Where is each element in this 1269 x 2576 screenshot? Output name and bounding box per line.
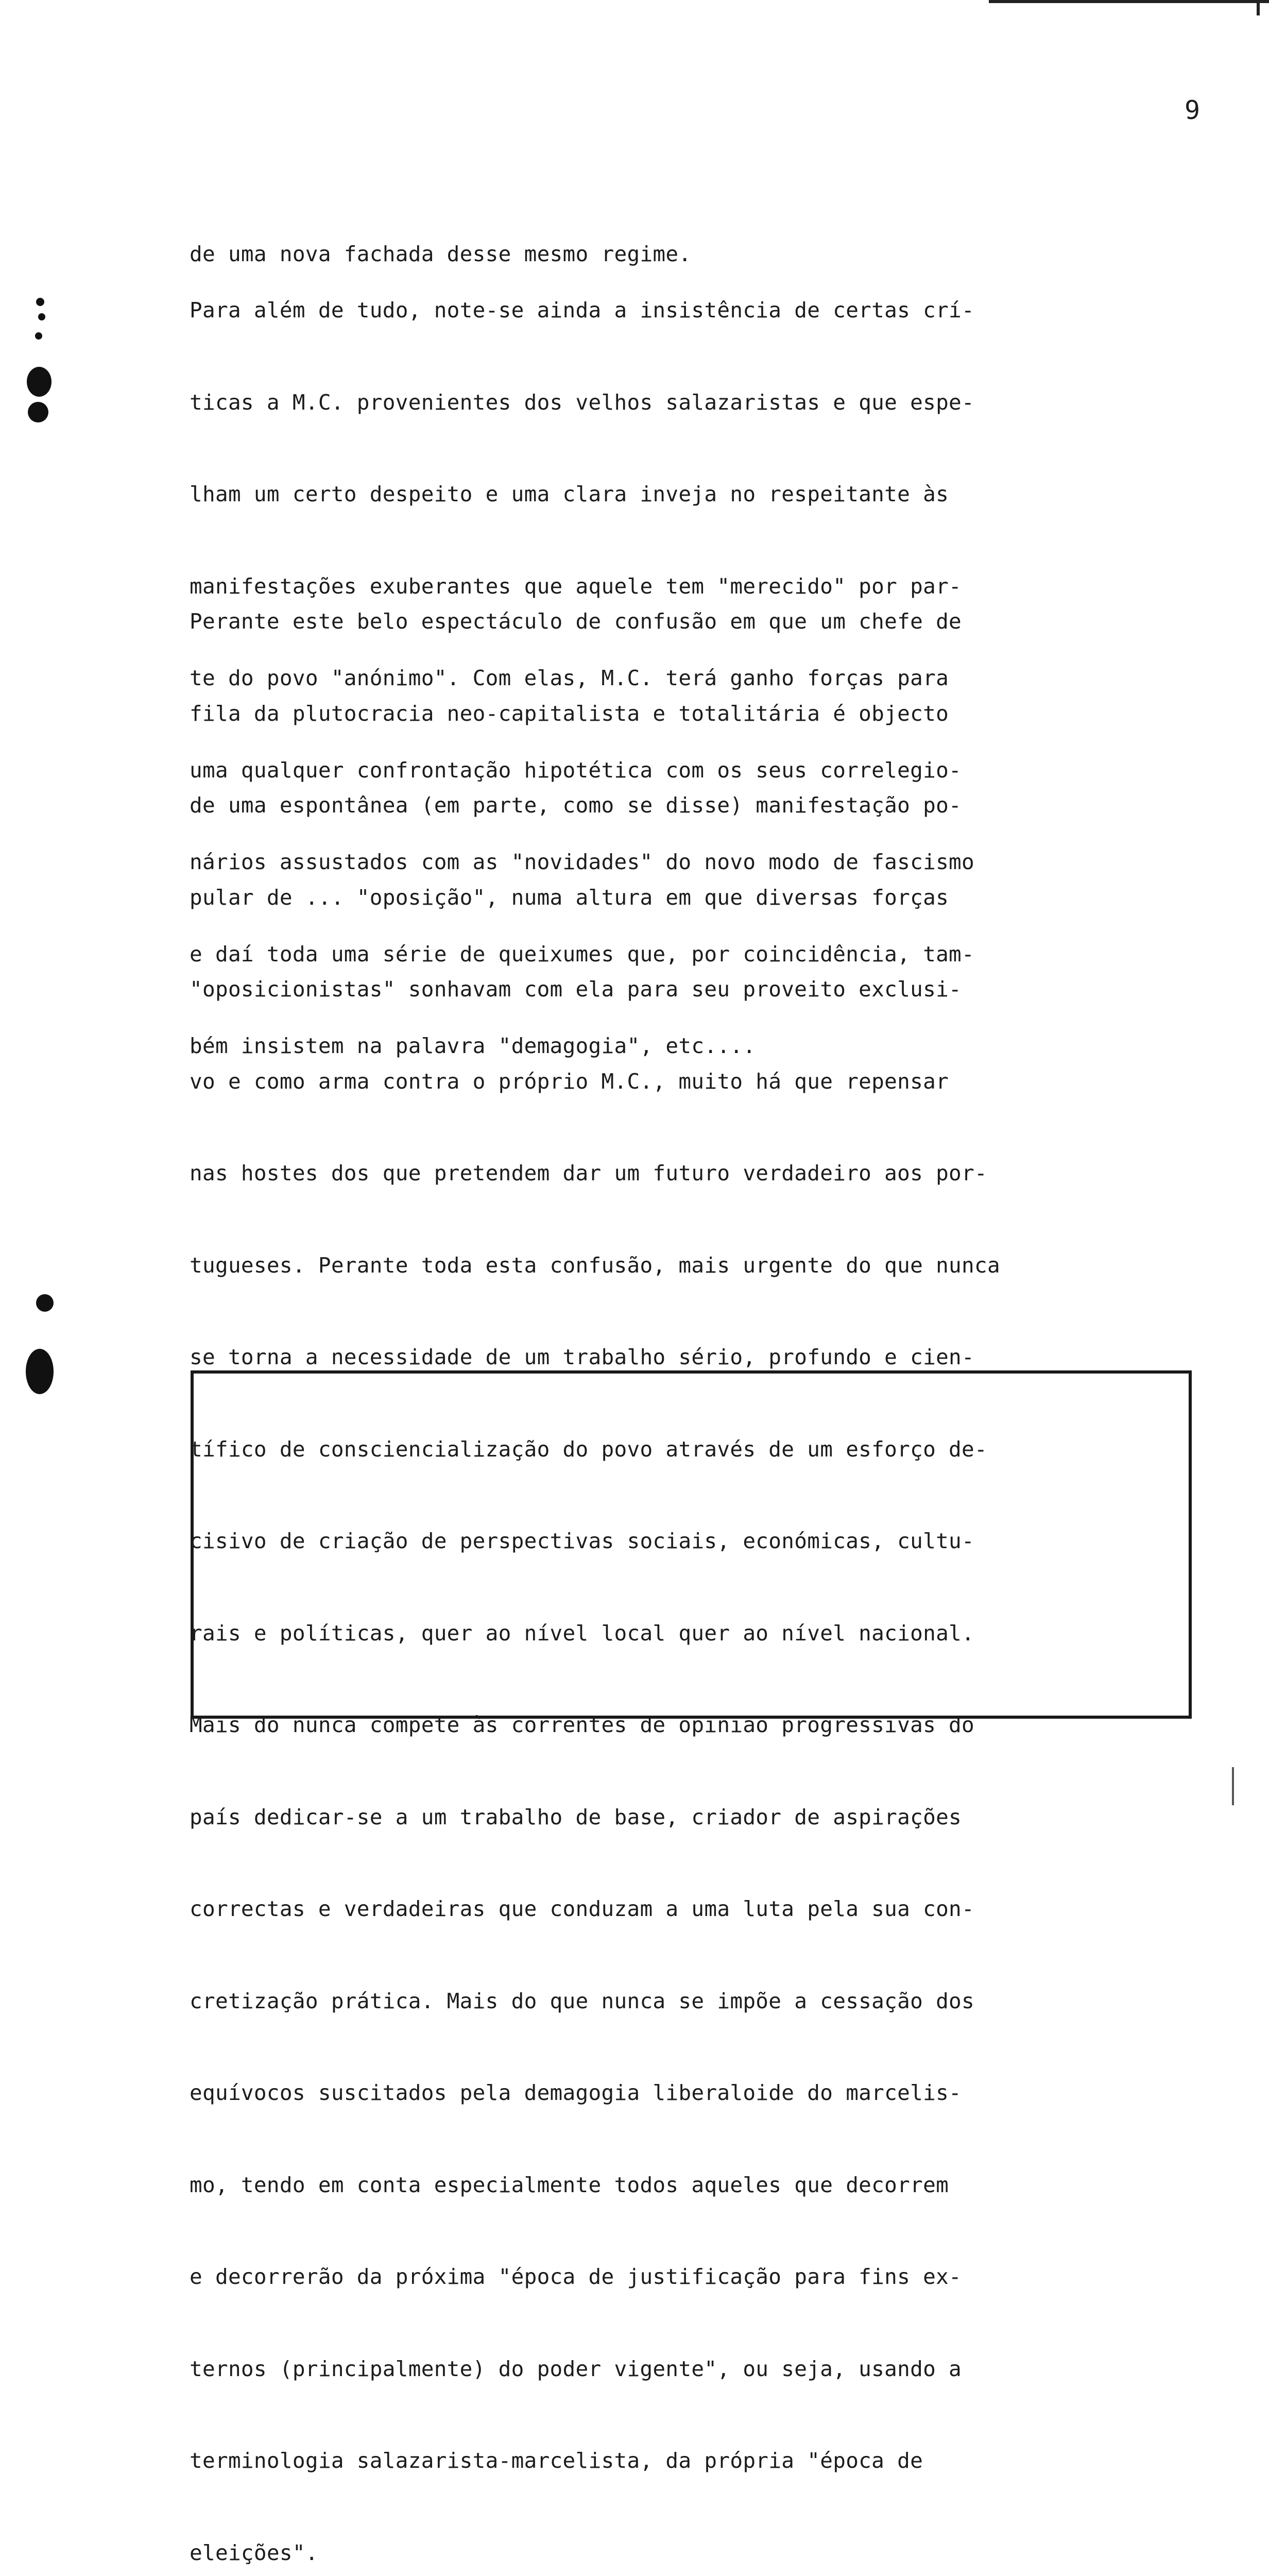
text-line: se torna a necessidade de um trabalho sério, profundo e cien- [190, 1345, 975, 1369]
text-line: e daí toda uma série de queixumes que, por coincidência, tam- [190, 941, 975, 967]
text-line: país dedicar-se a um trabalho de base, criador de aspirações [190, 1804, 962, 1829]
text-line: Para além de tudo, note-se ainda a insistência de certas crí- [190, 298, 975, 323]
text-line: Mais do nunca compete às correntes de opinião progressivas do [190, 1713, 975, 1737]
text-line: eleições". [190, 2540, 318, 2565]
empty-frame-box [191, 1370, 1192, 1719]
text-line: cisivo de criação de perspectivas sociais, económicas, cultu- [190, 1529, 975, 1553]
punch-hole-mark [38, 313, 45, 320]
text-line: lham um certo despeito e uma clara inveja no respeitante às [190, 482, 949, 506]
text-line: tugueses. Perante toda esta confusão, mais urgente do que nunca [190, 1252, 1000, 1278]
text-line: bém insistem na palavra "demagogia", etc.... [190, 1033, 756, 1058]
text-line: ternos (principalmente) do poder vigente", ou seja, usando a [190, 2356, 962, 2381]
page-edge-mark [1257, 0, 1260, 15]
text-line: Perante este belo espectáculo de confusão em que um chefe de [190, 609, 962, 634]
text-line: rais e políticas, quer ao nível local quer ao nível nacional. [190, 1620, 975, 1646]
punch-hole-mark [28, 402, 48, 422]
text-line: equívocos suscitados pela demagogia liberaloide do marcelis- [190, 2080, 962, 2105]
punch-hole-mark [35, 332, 42, 340]
text-line: e decorrerão da próxima "época de justificação para fins ex- [190, 2264, 962, 2289]
page-edge-line-bottom [1232, 1767, 1234, 1805]
punch-hole-mark [36, 298, 44, 306]
page-edge-line [989, 0, 1269, 3]
text-line: vo e como arma contra o próprio M.C., muito há que repensar [190, 1069, 949, 1094]
text-line: uma qualquer confrontação hipotética com os seus correlegio- [190, 757, 962, 783]
text-line: ticas a M.C. provenientes dos velhos salazaristas e que espe- [190, 389, 975, 415]
text-line: nas hostes dos que pretendem dar um futuro verdadeiro aos por- [190, 1161, 988, 1185]
punch-hole-mark [26, 1349, 54, 1394]
text-line: de uma nova fachada desse mesmo regime. [190, 242, 692, 266]
text-line: de uma espontânea (em parte, como se disse) manifestação po- [190, 793, 962, 818]
text-line: tífico de consciencialização do povo através de um esforço de- [190, 1436, 988, 1462]
text-line: cretização prática. Mais do que nunca se impõe a cessação dos [190, 1988, 975, 2013]
text-line: correctas e verdadeiras que conduzam a uma luta pela sua con- [190, 1896, 975, 1921]
text-line: pular de ... "oposição", numa altura em que diversas forças [190, 885, 949, 910]
page-number: 9 [1185, 95, 1201, 125]
text-line: fila da plutocracia neo-capitalista e totalitária é objecto [190, 701, 949, 726]
punch-hole-mark [36, 1294, 54, 1312]
text-line: nários assustados com as "novidades" do novo modo de fascismo [190, 850, 975, 874]
text-line: manifestações exuberantes que aquele tem "merecido" por par- [190, 573, 962, 599]
text-line: mo, tendo em conta especialmente todos aqueles que decorrem [190, 2172, 949, 2197]
text-line: "oposicionistas" sonhavam com ela para seu proveito exclusi- [190, 977, 962, 1002]
text-line: terminologia salazarista-marcelista, da própria "época de [190, 2448, 923, 2473]
text-line: te do povo "anónimo". Com elas, M.C. terá ganho forças para [190, 666, 949, 690]
punch-hole-mark [27, 367, 52, 397]
